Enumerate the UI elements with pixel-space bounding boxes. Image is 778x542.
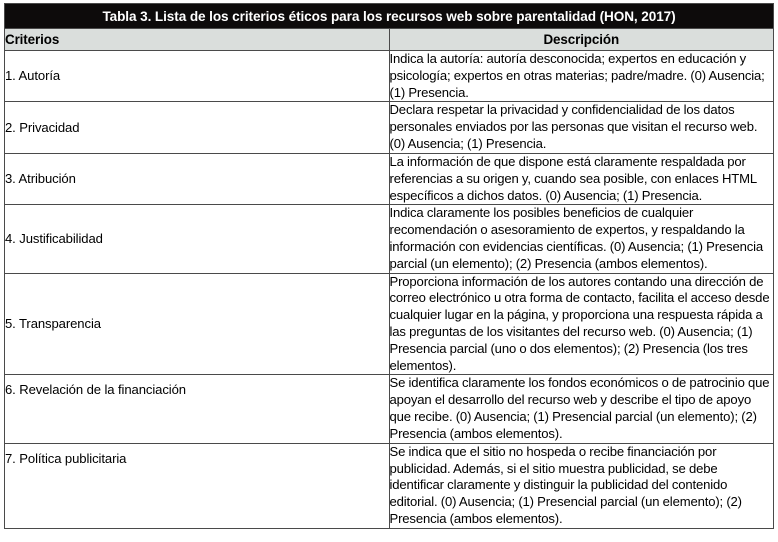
description-cell-2: Declara respetar la privacidad y confidencialidad de los datos personales enviados por las personas que visitan el recurso web. (0) Ausencia; (1) Presencia. [389, 102, 774, 153]
column-header-criterios: Criterios [5, 29, 390, 51]
column-header-descripcion: Descripción [389, 29, 774, 51]
ethical-criteria-table [4, 3, 774, 529]
criterion-cell-6: 6. Revelación de la financiación [5, 375, 390, 443]
criterion-cell-5: 5. Transparencia [5, 273, 390, 375]
description-cell-7: Se indica que el sitio no hospeda o recibe financiación por publicidad. Además, si el sitio muestra publicidad, se debe identificar claramente y distinguir la publicidad del contenido editorial. (0) Ausencia; (1) Presencial parcial (un elemento); (2) Presencia (ambos elementos). [389, 443, 774, 528]
table-row [5, 205, 774, 273]
description-cell-6: Se identifica claramente los fondos económicos o de patrocinio que apoyan el desarrollo del recurso web y describe el tipo de apoyo que recibe. (0) Ausencia; (1) Presencial parcial (un elemento); (2) Presencia (ambos elementos). [389, 375, 774, 443]
criterion-cell-1: 1. Autoría [5, 51, 390, 102]
table-row [5, 51, 774, 102]
table-row [5, 102, 774, 153]
table-caption: Tabla 3. Lista de los criterios éticos para los recursos web sobre parentalidad (HON, 2017) [5, 4, 774, 29]
criterion-cell-2: 2. Privacidad [5, 102, 390, 153]
table-row [5, 273, 774, 375]
description-cell-1: Indica la autoría: autoría desconocida; expertos en educación y psicología; expertos en otras materias; padre/madre. (0) Ausencia; (1) Presencia. [389, 51, 774, 102]
table-caption-row [5, 4, 774, 29]
description-cell-5: Proporciona información de los autores contando una dirección de correo electrónico u otra forma de contacto, facilita el acceso desde cualquier lugar en la página, y proporciona una respuesta rápida a las preguntas de los visitantes del recurso web. (0) Ausencia; (1) Presencia parcial (uno o dos elementos); (2) Presencia (los tres elementos). [389, 273, 774, 375]
description-cell-3: La información de que dispone está claramente respaldada por referencias a su origen y, cuando sea posible, con enlaces HTML específicos a dichos datos. (0) Ausencia; (1) Presencia. [389, 153, 774, 204]
table-row [5, 153, 774, 204]
description-cell-4: Indica claramente los posibles beneficios de cualquier recomendación o asesoramiento de expertos, y respaldando la información con evidencias científicas. (0) Ausencia; (1) Presencia parcial (un elemento); (2) Presencia (ambos elementos). [389, 205, 774, 273]
table-row [5, 443, 774, 528]
criterion-cell-3: 3. Atribución [5, 153, 390, 204]
table-header-row [5, 29, 774, 51]
table-row [5, 375, 774, 443]
criterion-cell-7: 7. Política publicitaria [5, 443, 390, 528]
criterion-cell-4: 4. Justificabilidad [5, 205, 390, 273]
